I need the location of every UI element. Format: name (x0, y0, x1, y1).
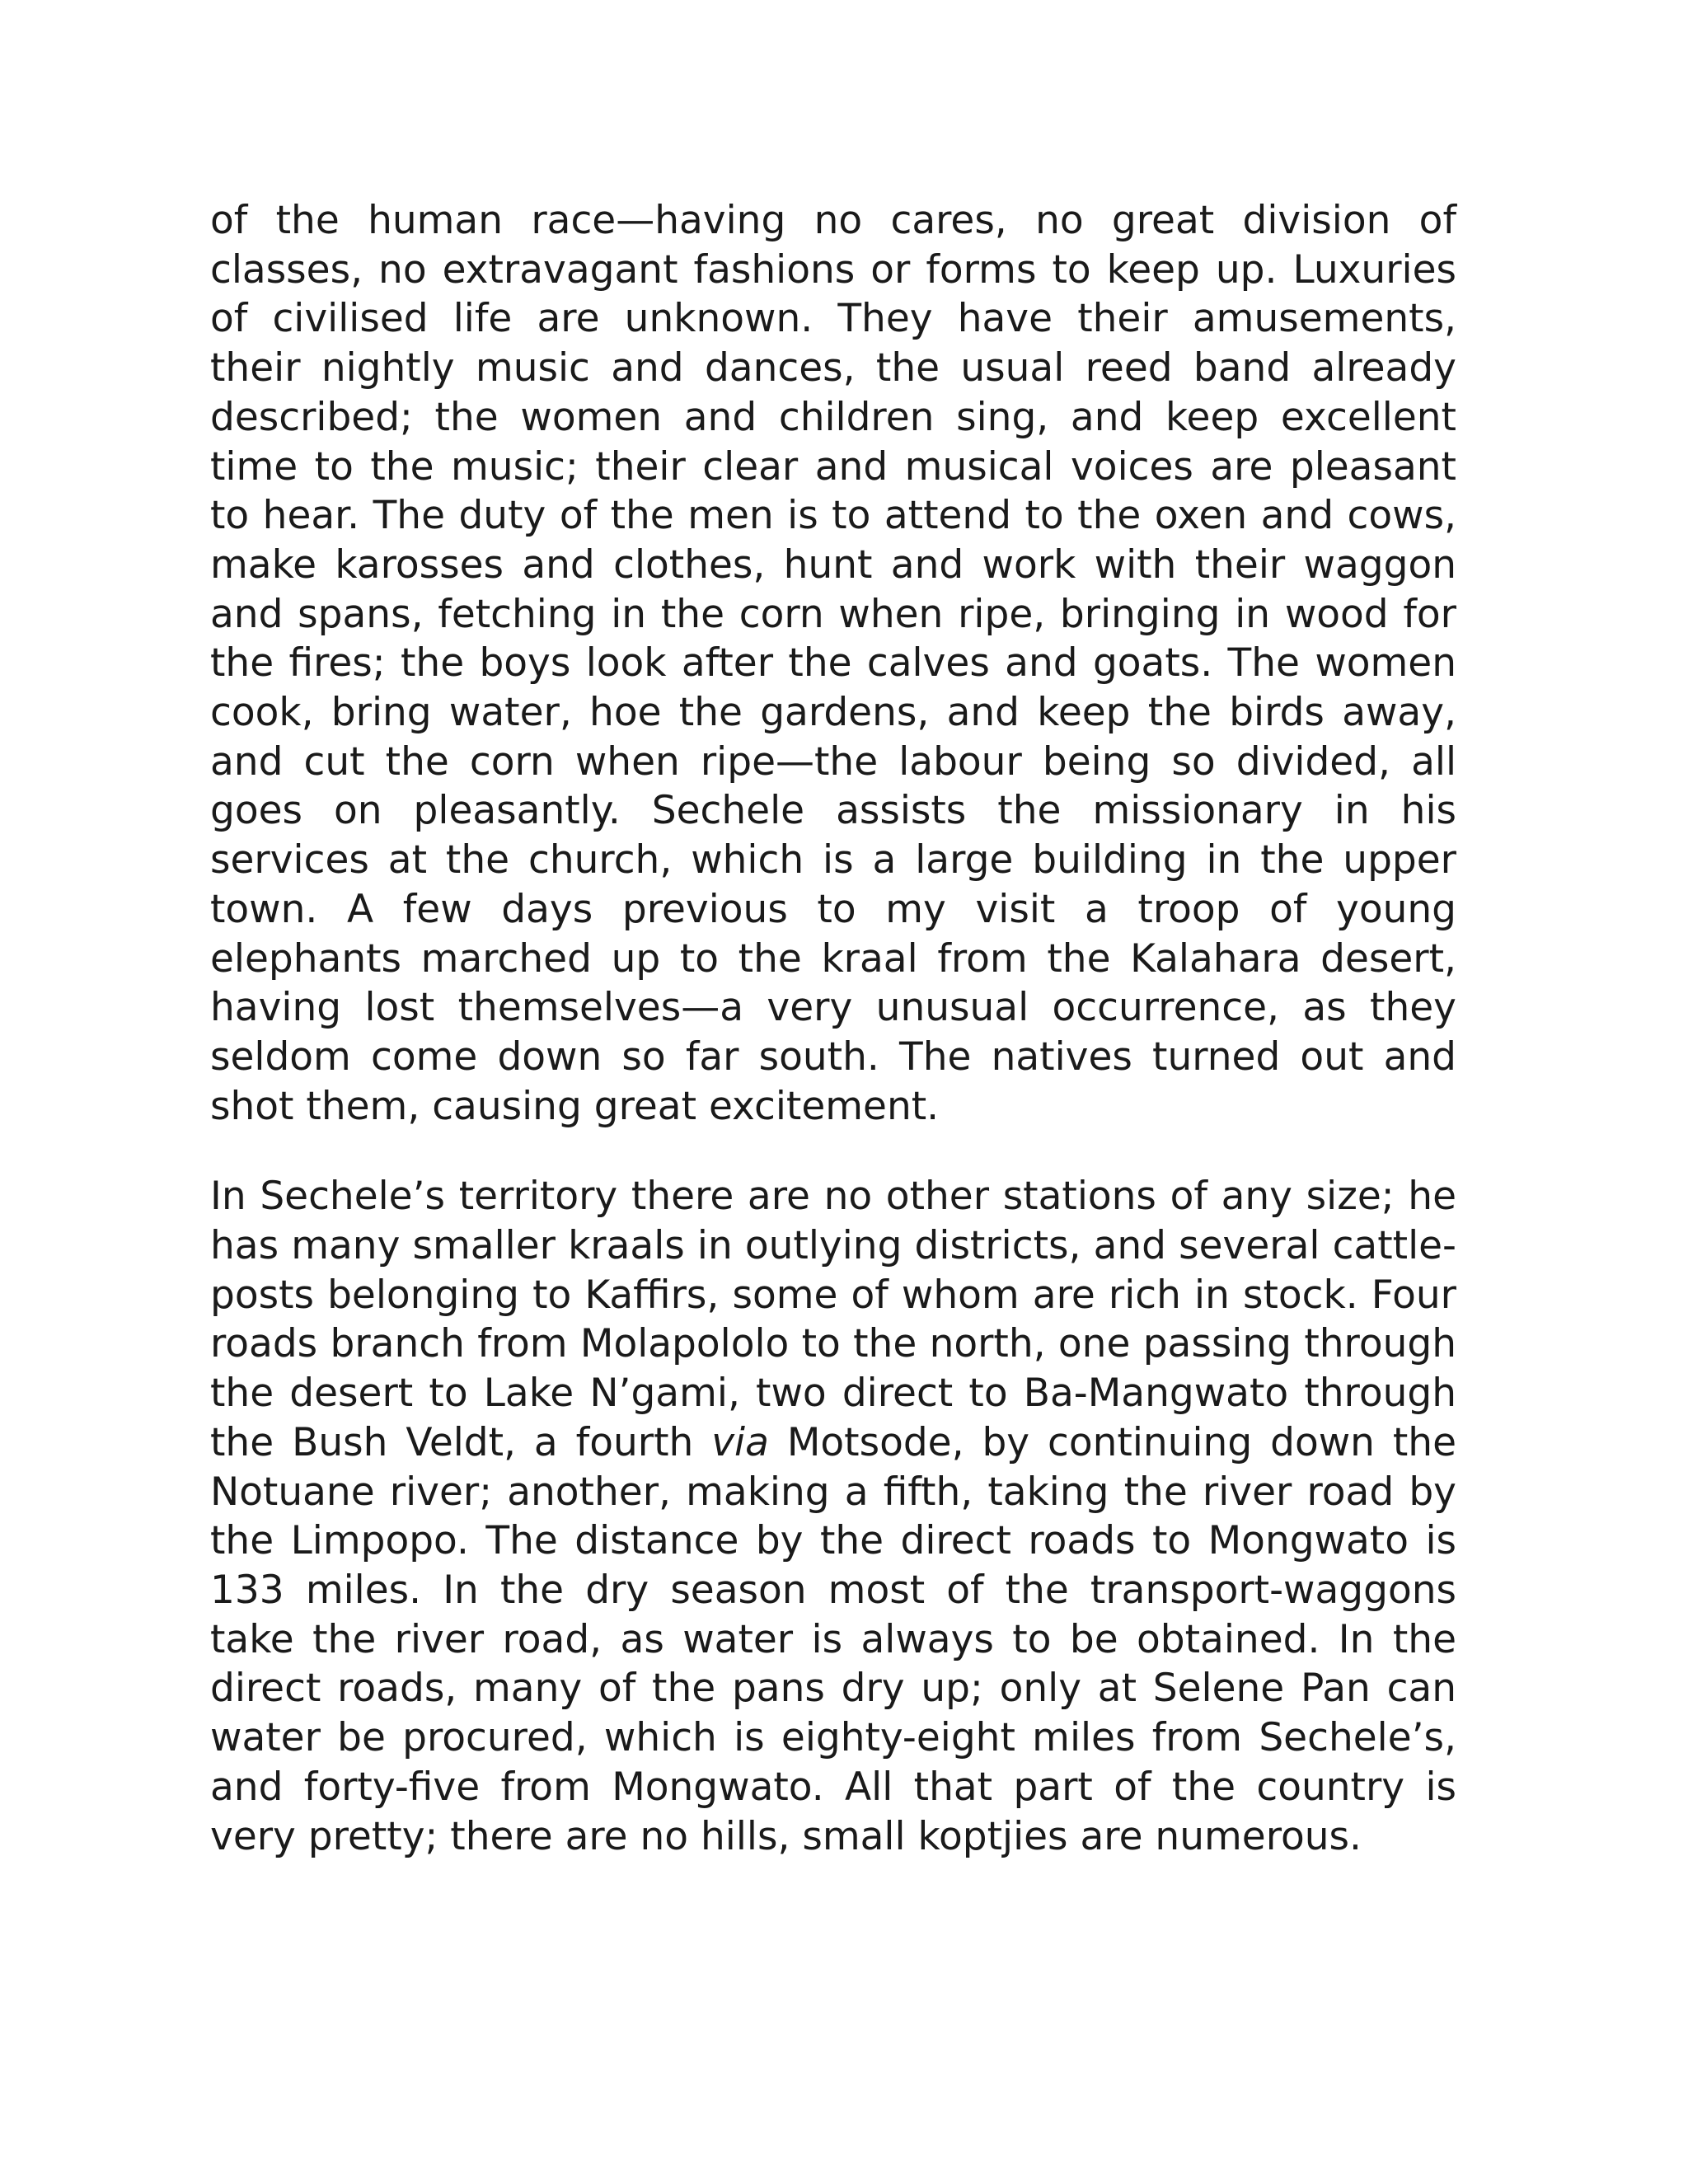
paragraph-1 (210, 196, 1456, 1131)
paragraph-2 (210, 1172, 1456, 1861)
paragraph-2-text-end: Motsode, by continuing down the Notuane river; another, making a fifth, taking the river road by the Limpopo. The distance by the direct roads to Mongwato is 133 miles. In the dry season most of the transport-waggons take the river road, as water is always to be obtained. In the direct roads, many of the pans dry up; only at Selene Pan can water be procured, which is eighty-eight miles from Sechele’s, and forty-five from Mongwato. All that part of the country is very pretty; there are no hills, small koptjies are numerous. (210, 1419, 1456, 1859)
paragraph-2-italic-word: via (711, 1419, 769, 1465)
paragraph-2-text-start: In Sechele’s territory there are no other stations of any size; he has many smaller kraals in outlying districts, and several cattle-posts belonging to Kaffirs, some of whom are rich in stock. Four roads branch from Molapololo to the north, one passing through the desert to Lake N’gami, two direct to Ba-Mangwato through the Bush Veldt, a fourth (210, 1174, 1456, 1465)
paragraph-1-text: of the human race—having no cares, no great division of classes, no extravagant fashions or forms to keep up. Luxuries of civilised life are unknown. They have their amusements, their nightly music and dances, the usual reed band already described; the women and children sing, and keep excellent time to the music; their clear and musical voices are pleasant to hear. The duty of the men is to attend to the oxen and cows, make karosses and clothes, hunt and work with their waggon and spans, fetching in the corn when ripe, bringing in wood for the fires; the boys look after the calves and goats. The women cook, bring water, hoe the gardens, and keep the birds away, and cut the corn when ripe—the labour being so divided, all goes on pleasantly. Sechele assists the missionary in his services at the church, which is a large building in the upper town. A few days previous to my visit a troop of young elephants marched up to the kraal from the Kalahara desert, having lost themselves—a very unusual occurrence, as they seldom come down so far south. The natives turned out and shot them, causing great excitement. (210, 198, 1456, 1129)
page-body (210, 196, 1456, 1861)
